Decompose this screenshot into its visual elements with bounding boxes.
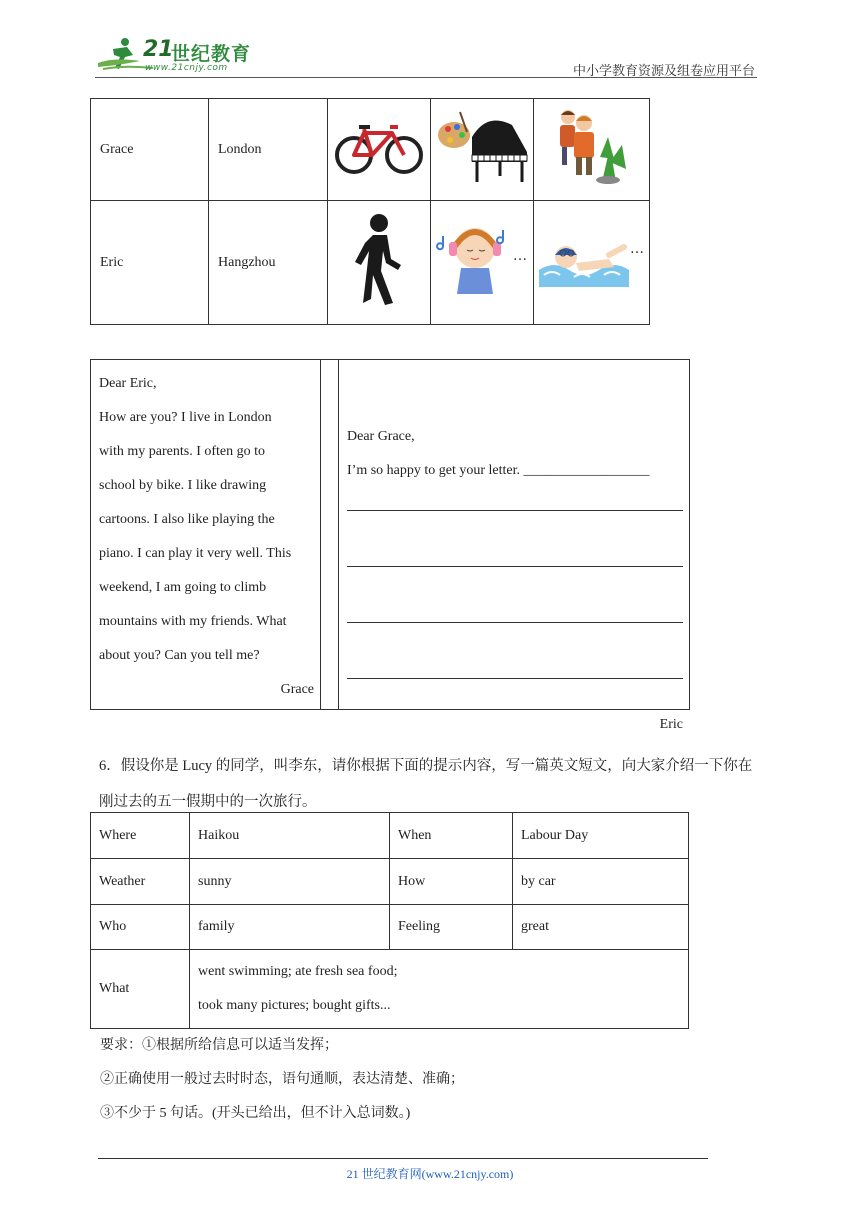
- platform-name: 中小学教育资源及组卷应用平台: [572, 63, 755, 78]
- answer-line[interactable]: [347, 678, 683, 712]
- transport-cell: [328, 201, 431, 325]
- bicycle-icon: [334, 117, 424, 177]
- person-name-cell: Grace: [91, 99, 209, 201]
- letter-box: [90, 359, 690, 732]
- footer-link[interactable]: 21 世纪教育网(www.21cnjy.com): [346, 1167, 514, 1181]
- table-cell: family: [190, 905, 390, 950]
- city-cell: London: [209, 99, 328, 201]
- transport-cell: [328, 99, 431, 201]
- table-cell: great: [513, 905, 689, 950]
- table-cell: by car: [513, 859, 689, 905]
- table-cell: sunny: [190, 859, 390, 905]
- table-cell: Where: [91, 813, 190, 859]
- hiking-mountain-icon: [552, 107, 632, 187]
- table-row: [91, 813, 689, 859]
- answer-line[interactable]: [347, 510, 683, 544]
- palette-piano-icon: [432, 107, 532, 187]
- plan-cell: [534, 99, 650, 201]
- letter-line: school by bike. I like drawing: [99, 478, 267, 493]
- svg-text:…: …: [512, 248, 527, 264]
- table-cell: How: [390, 859, 513, 905]
- trip-info-table: [90, 812, 689, 1029]
- table-cell: Weather: [91, 859, 190, 905]
- table-row: [91, 201, 650, 325]
- brand-number: 21: [143, 37, 174, 62]
- table-cell: Who: [91, 905, 190, 950]
- brand-name: 世纪教育: [171, 43, 252, 65]
- letter-line: piano. I can play it very well. This: [99, 546, 292, 561]
- walking-person-icon: [349, 213, 409, 307]
- hobby-cell: [431, 99, 534, 201]
- listening-music-icon: [435, 220, 530, 300]
- plan-cell: [534, 201, 650, 325]
- table-row: [91, 950, 689, 1029]
- answer-line[interactable]: [347, 622, 683, 656]
- svg-text:…: …: [630, 241, 644, 257]
- what-line: took many pictures; bought gifts...: [198, 998, 391, 1013]
- table-cell: Haikou: [190, 813, 390, 859]
- table-cell: Feeling: [390, 905, 513, 950]
- grace-letter: [91, 360, 321, 709]
- what-line: went swimming; ate fresh sea food;: [198, 964, 398, 979]
- grace-signature: Grace: [280, 682, 314, 697]
- person-name-cell: Eric: [91, 201, 209, 325]
- grace-letter-body: [99, 367, 314, 707]
- table-row: [91, 859, 689, 905]
- hobby-cell: [431, 201, 534, 325]
- header-divider: [95, 77, 757, 78]
- table-row: [91, 905, 689, 950]
- table-cell: When: [390, 813, 513, 859]
- swimming-icon: [534, 225, 649, 295]
- brand-logo: [95, 35, 260, 75]
- requirement-3: ③不少于 5 句话。(开头已给出，但不计入总词数。): [100, 1106, 411, 1121]
- reply-letter: [347, 420, 683, 738]
- letter-line: How are you? I live in London: [99, 410, 272, 425]
- letter-line: with my parents. I often go to: [99, 444, 266, 459]
- reply-greeting: Dear Grace,: [347, 429, 415, 444]
- table-cell: Labour Day: [513, 813, 689, 859]
- city-cell: Hangzhou: [209, 201, 328, 325]
- footer-divider: [98, 1158, 708, 1159]
- eric-signature: Eric: [659, 717, 683, 732]
- requirement-1: 要求：①根据所给信息可以适当发挥；: [100, 1038, 338, 1053]
- requirement-2: ②正确使用一般过去时时态，语句通顺，表达清楚、准确；: [100, 1072, 464, 1087]
- table-cell: What: [91, 950, 190, 1029]
- letter-divider: [321, 360, 339, 709]
- letter-line: cartoons. I also like playing the: [99, 512, 275, 527]
- reply-first-line[interactable]: I’m so happy to get your letter. __________________: [347, 463, 650, 478]
- table-row: [91, 99, 650, 201]
- brand-url: www.21cnjy.com: [145, 63, 228, 73]
- question-6-prompt: 6．假设你是 Lucy 的同学，叫李东，请你根据下面的提示内容，写一篇英文短文，向大家介绍一下你在刚过去的五一假期中的一次旅行。: [99, 758, 753, 810]
- what-cell: [190, 950, 689, 1029]
- answer-line[interactable]: [347, 566, 683, 600]
- letter-line: mountains with my friends. What: [99, 614, 287, 629]
- letter-line: Dear Eric,: [99, 376, 157, 391]
- letter-line: weekend, I am going to climb: [99, 580, 267, 595]
- people-table: [90, 98, 650, 325]
- letter-line: about you? Can you tell me?: [99, 648, 260, 663]
